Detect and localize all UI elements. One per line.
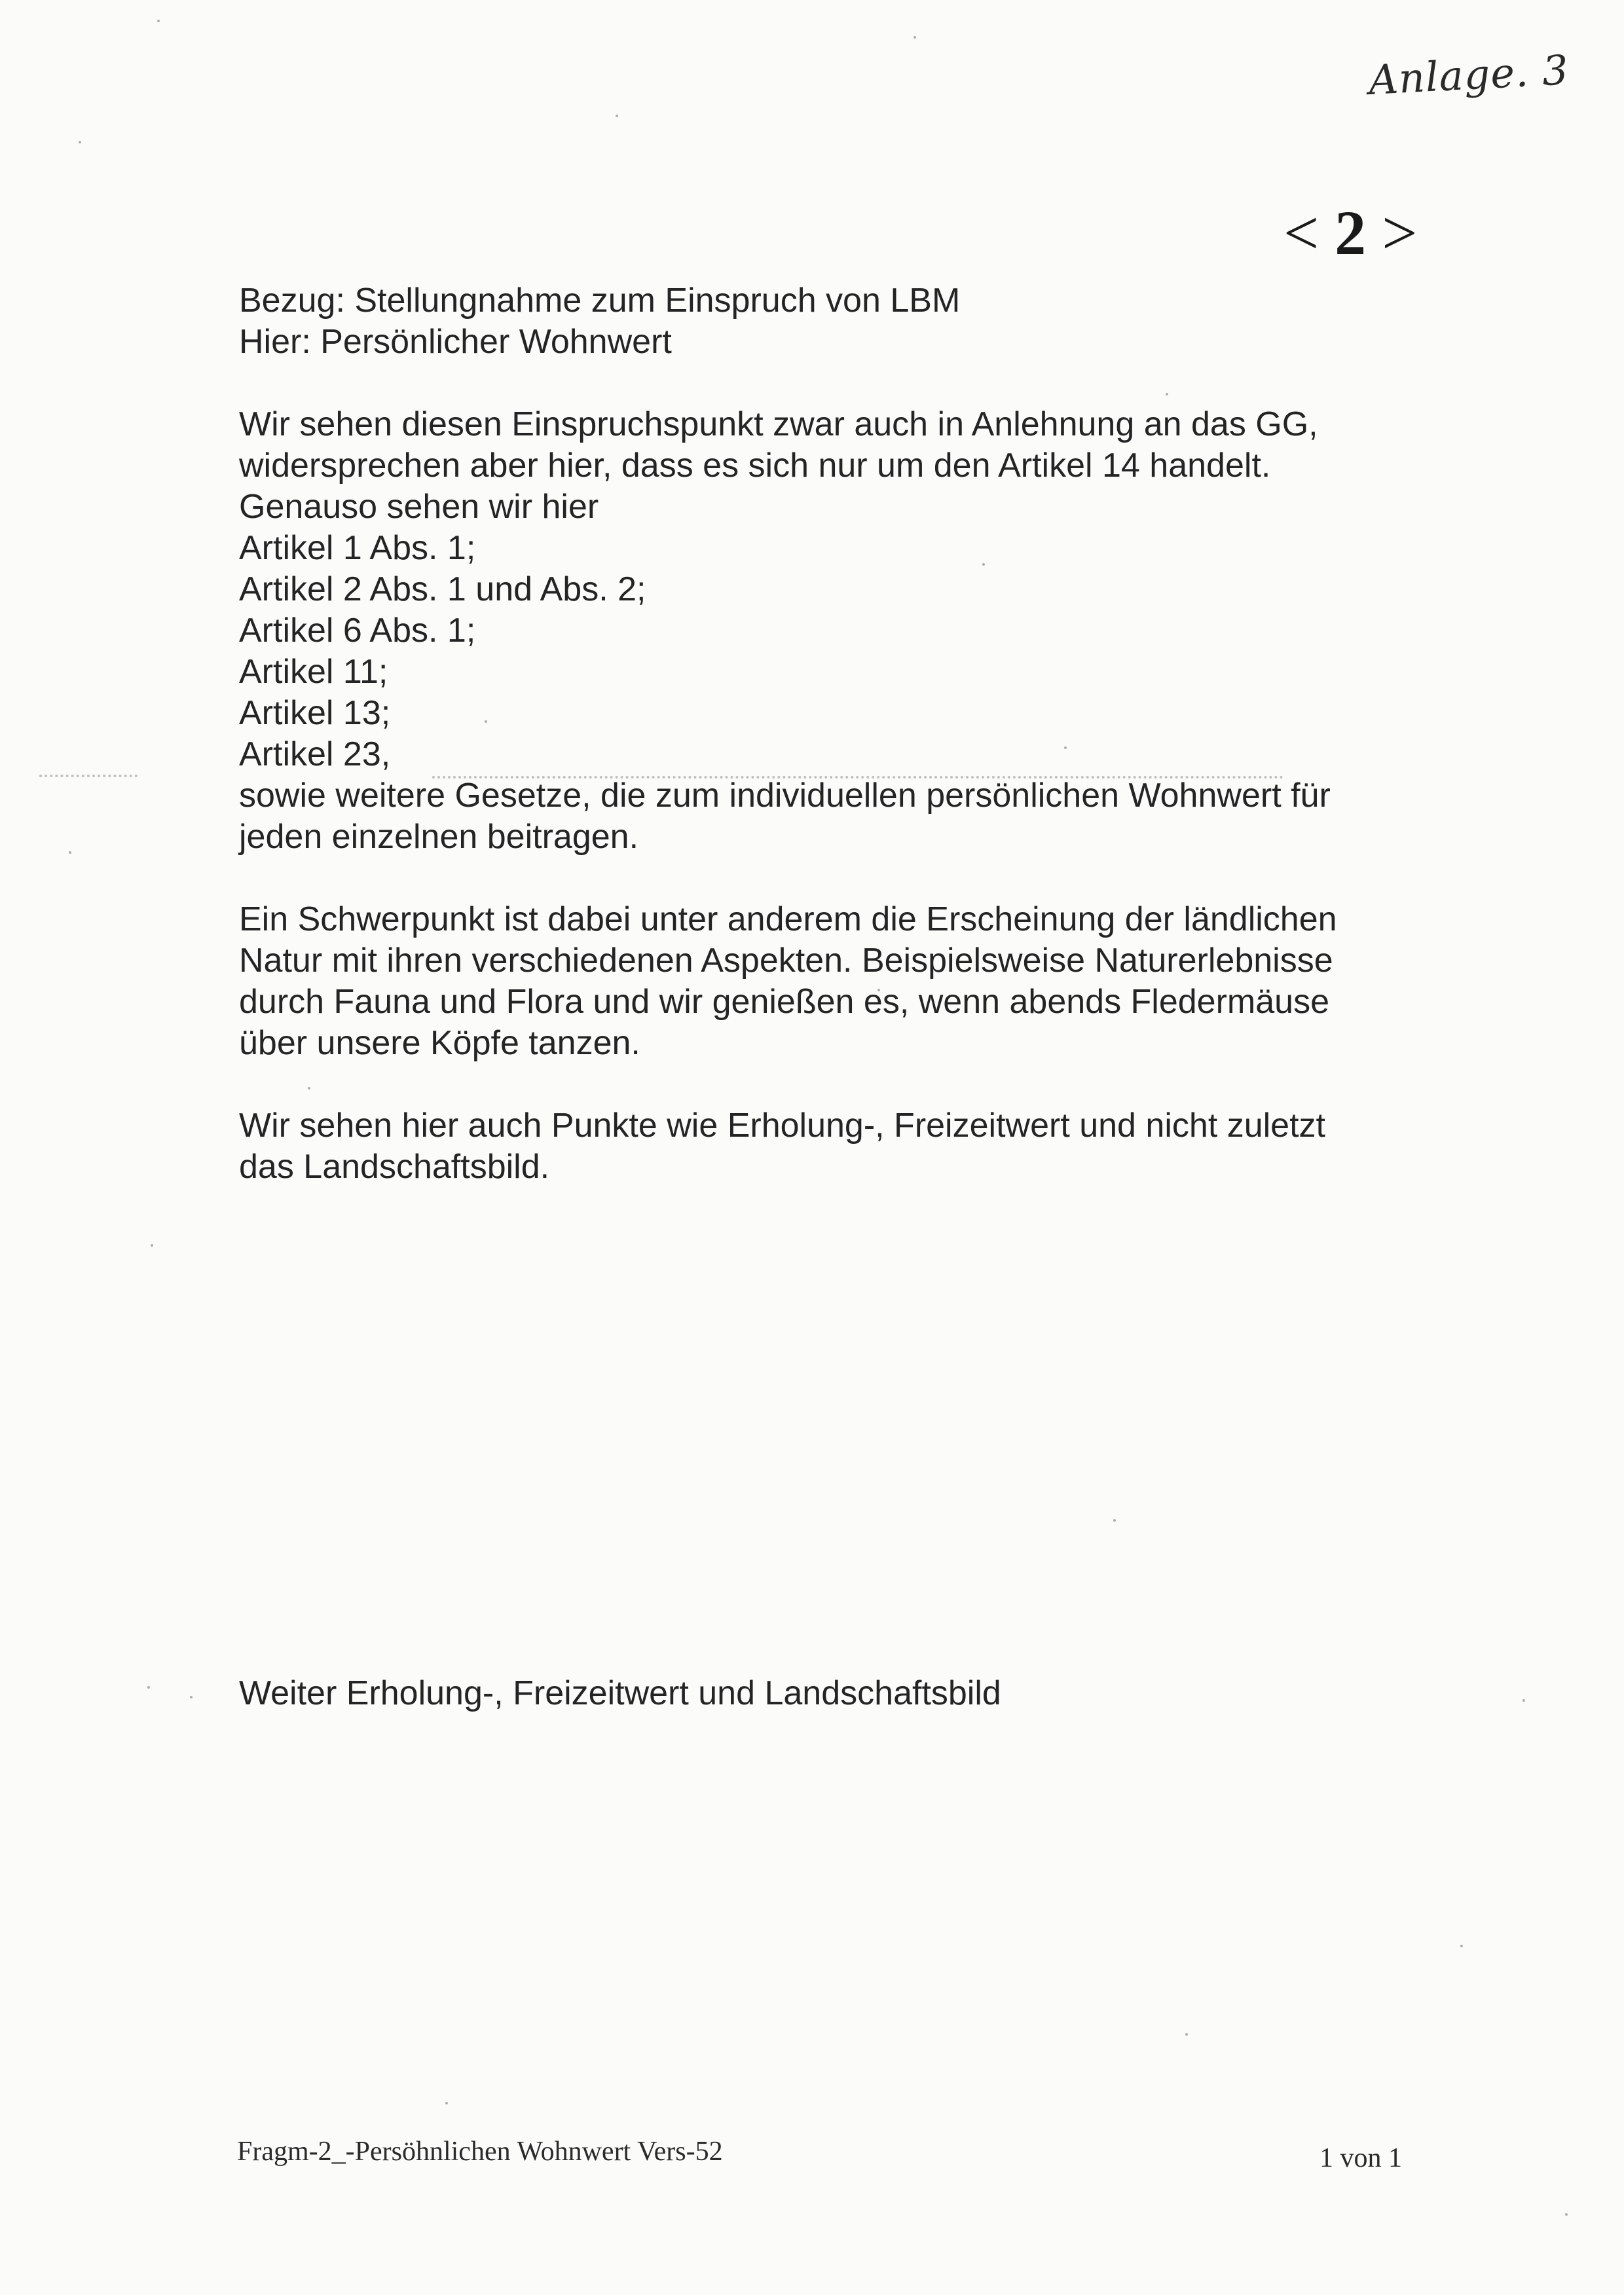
body-line: durch Fauna und Flora und wir genießen es, wenn abends Fledermäuse	[239, 983, 1329, 1021]
scan-speck	[190, 1696, 193, 1698]
scan-speck	[1460, 1945, 1463, 1947]
article-line: Artikel 6 Abs. 1;	[239, 612, 476, 650]
scan-speck	[1185, 2033, 1188, 2036]
body-line: über unsere Köpfe tanzen.	[239, 1024, 640, 1062]
body-line: jeden einzelnen beitragen.	[239, 818, 639, 856]
page-marker-open: <	[1283, 198, 1320, 268]
body-line: Genauso sehen wir hier	[239, 488, 599, 526]
scan-speck	[1565, 2213, 1568, 2216]
scan-speck	[1113, 1519, 1116, 1522]
page-marker-close: >	[1382, 198, 1418, 268]
body-line: Natur mit ihren verschiedenen Aspekten. Beispielsweise Naturerlebnisse	[239, 942, 1333, 980]
subject-line: Hier: Persönlicher Wohnwert	[239, 323, 672, 361]
scan-speck	[1522, 1699, 1525, 1702]
closing-line: Weiter Erholung-, Freizeitwert und Landschaftsbild	[239, 1674, 1001, 1712]
article-line: Artikel 11;	[239, 653, 388, 691]
scan-mark	[39, 775, 138, 780]
document-body	[239, 280, 1483, 1188]
reference-line: Bezug: Stellungnahme zum Einspruch von LBM	[239, 282, 961, 320]
handwritten-annotation: Anlage. 3	[1367, 46, 1570, 104]
scan-speck	[445, 2102, 448, 2104]
scan-speck	[913, 36, 916, 39]
scan-speck	[151, 1244, 153, 1247]
paragraph-gap	[239, 363, 1483, 404]
page-marker	[1283, 196, 1417, 269]
body-line: widersprechen aber hier, dass es sich nur um den Artikel 14 handelt.	[239, 447, 1271, 485]
paragraph-gap	[239, 858, 1483, 899]
article-line: Artikel 13;	[239, 694, 391, 732]
scan-speck	[79, 141, 81, 143]
body-line: sowie weitere Gesetze, die zum individuellen persönlichen Wohnwert für	[239, 777, 1331, 815]
body-line: das Landschaftsbild.	[239, 1148, 550, 1186]
article-line: Artikel 23,	[239, 735, 391, 773]
body-line: Ein Schwerpunkt ist dabei unter anderem die Erscheinung der ländlichen	[239, 900, 1337, 938]
paragraph-gap	[239, 1064, 1483, 1105]
body-line: Wir sehen diesen Einspruchspunkt zwar auch in Anlehnung an das GG,	[239, 405, 1318, 443]
footer-page-count: 1 von 1	[1320, 2143, 1402, 2173]
scan-speck	[616, 115, 618, 117]
scan-speck	[157, 20, 160, 22]
article-line: Artikel 1 Abs. 1;	[239, 529, 476, 567]
body-line: Wir sehen hier auch Punkte wie Erholung-, Freizeitwert und nicht zuletzt	[239, 1107, 1325, 1145]
footer-filename: Fragm-2_-Persöhnlichen Wohnwert Vers-52	[237, 2137, 723, 2167]
article-line: Artikel 2 Abs. 1 und Abs. 2;	[239, 570, 646, 608]
page-marker-number: 2	[1335, 198, 1367, 268]
scan-speck	[69, 851, 71, 854]
scan-speck	[147, 1686, 150, 1689]
